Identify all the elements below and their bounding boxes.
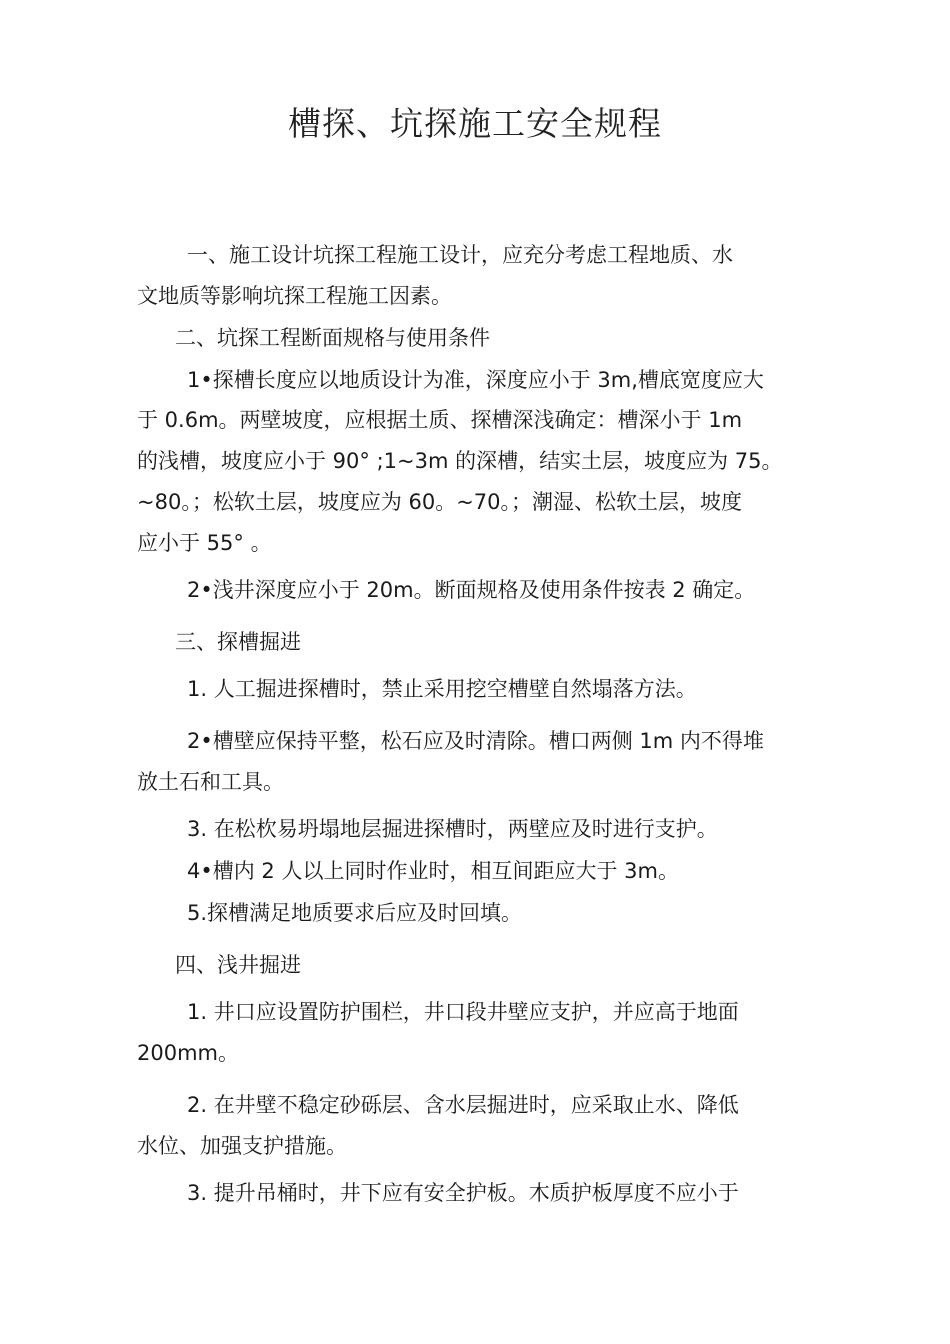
paragraph-line: 4•槽内 2 人以上同时作业时，相互间距应大于 3m。 <box>187 859 679 883</box>
paragraph-line: 2•槽壁应保持平整，松石应及时清除。槽口两侧 1m 内不得堆 <box>187 729 764 753</box>
paragraph-line: 应小于 55° 。 <box>137 531 272 555</box>
paragraph-line: 200mm。 <box>137 1041 239 1065</box>
paragraph-line: 5.探槽满足地质要求后应及时回填。 <box>187 901 523 925</box>
paragraph-line: 一、施工设计坑探工程施工设计，应充分考虑工程地质、水 <box>187 243 733 267</box>
paragraph-line: 3. 提升吊桶时，井下应有安全护板。木质护板厚度不应小于 <box>187 1181 739 1205</box>
paragraph-line: 3. 在松杴易坍塌地层掘进探槽时，两壁应及时进行支护。 <box>187 817 718 841</box>
paragraph-line: ~80。；松软土层，坡度应为 60。~70。；潮湿、松软土层，坡度 <box>137 490 743 514</box>
paragraph-line: 放土石和工具。 <box>137 770 284 794</box>
paragraph-line: 文地质等影响坑探工程施工因素。 <box>137 284 452 308</box>
paragraph-line: 2. 在井壁不稳定砂砾层、含水层掘进时，应采取止水、降低 <box>187 1093 739 1117</box>
section-heading: 三、探槽掘进 <box>175 630 301 654</box>
paragraph-line: 于 0.6m。两壁坡度，应根据土质、探槽深浅确定：槽深小于 1m <box>137 408 743 432</box>
paragraph-line: 的浅槽，坡度应小于 90° ;1~3m 的深槽，结实土层，坡度应为 75。 <box>137 449 783 473</box>
paragraph-line: 2•浅井深度应小于 20m。断面规格及使用条件按表 2 确定。 <box>187 578 756 602</box>
section-heading: 四、浅井掘进 <box>175 953 301 977</box>
document-title: 槽探、坑探施工安全规程 <box>288 104 662 143</box>
paragraph-line: 1•探槽长度应以地质设计为准，深度应小于 3m,槽底宽度应大 <box>187 368 764 392</box>
paragraph-line: 水位、加强支护措施。 <box>137 1134 347 1158</box>
section-heading: 二、坑探工程断面规格与使用条件 <box>175 326 490 350</box>
paragraph-line: 1. 井口应设置防护围栏，井口段井壁应支护，并应高于地面 <box>187 1000 739 1024</box>
paragraph-line: 1. 人工掘进探槽时，禁止采用挖空槽壁自然塌落方法。 <box>187 677 697 701</box>
